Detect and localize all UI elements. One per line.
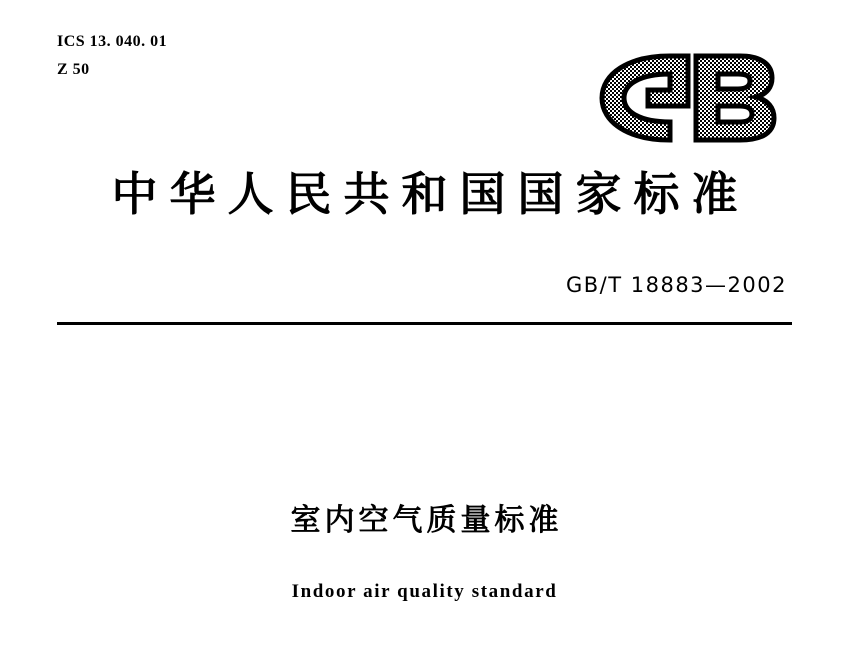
gb-emblem — [588, 52, 778, 144]
subject-title-chinese: 室内空气质量标准 — [290, 503, 563, 538]
classification-code: Z 50 — [57, 61, 90, 78]
ics-classification-block — [57, 28, 167, 84]
subject-title-english: Indoor air quality standard — [291, 581, 558, 602]
ics-code: ICS 13. 040. 01 — [57, 33, 168, 50]
national-standard-title: 中华人民共和国国家标准 — [111, 167, 750, 221]
standard-number: GB/T 18883—2002 — [565, 273, 787, 297]
horizontal-divider — [57, 322, 792, 325]
